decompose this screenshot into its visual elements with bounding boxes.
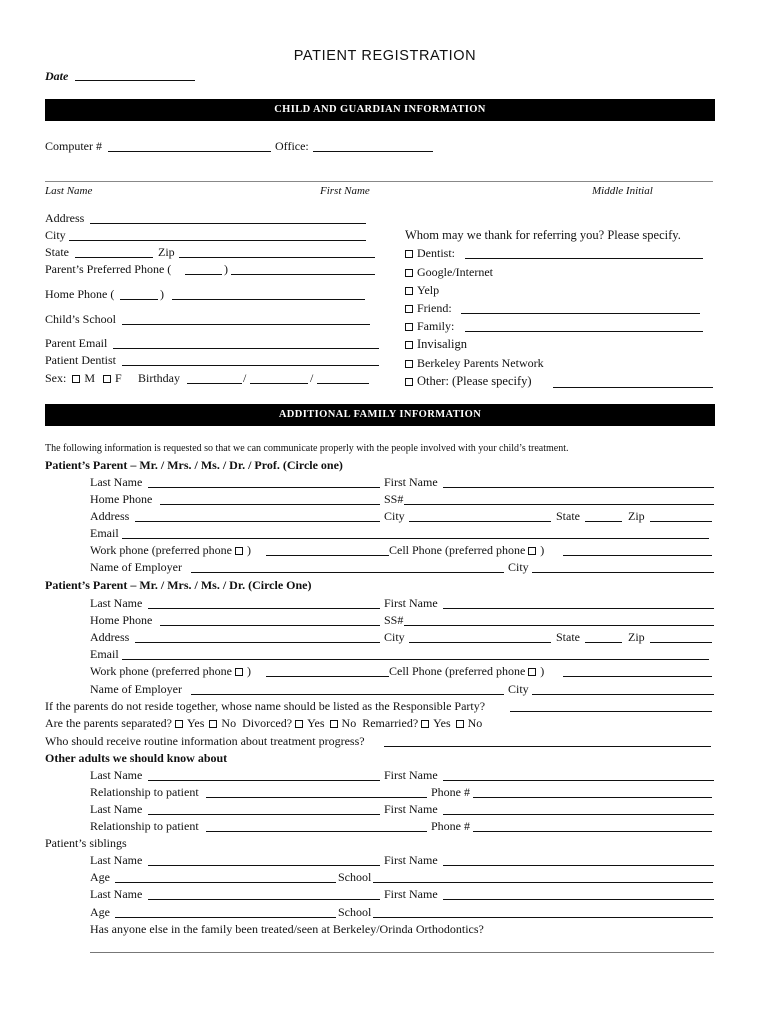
name-field-line[interactable] — [45, 181, 713, 182]
p1-home-phone-field[interactable] — [160, 504, 380, 505]
adult2-phone-field[interactable] — [473, 831, 712, 832]
referral-other — [405, 374, 532, 388]
checkbox[interactable] — [405, 287, 413, 295]
separated-no-checkbox[interactable] — [209, 720, 217, 728]
p2-home-phone-field[interactable] — [160, 625, 380, 626]
yes-label: Yes — [433, 716, 451, 730]
parent-phone-area-field[interactable] — [185, 274, 222, 275]
p1-employer-label: Name of Employer — [90, 560, 182, 574]
responsible-field[interactable] — [510, 711, 712, 712]
remarried-question: Remarried? — [362, 716, 419, 730]
parent-email-label: Parent Email — [45, 336, 108, 350]
divorced-question: Divorced? — [242, 716, 293, 730]
p1-address-field[interactable] — [135, 521, 380, 522]
p1-email-label: Email — [90, 526, 119, 540]
p2-employer-field[interactable] — [191, 694, 504, 695]
p1-first-name-label: First Name — [384, 475, 438, 489]
p1-state-label: State — [556, 509, 580, 523]
referral-yelp-label: Yelp — [417, 283, 440, 297]
adult1-first-name-label: First Name — [384, 768, 438, 782]
city-field[interactable] — [69, 240, 366, 241]
p1-city-field[interactable] — [409, 521, 551, 522]
p1-zip-label: Zip — [628, 509, 645, 523]
p2-state-field[interactable] — [585, 642, 622, 643]
sib2-school-label: School — [338, 905, 372, 919]
p1-work-phone-checkbox[interactable] — [235, 547, 243, 555]
p2-last-name-field[interactable] — [148, 608, 380, 609]
p1-work-phone-label — [90, 543, 251, 557]
address-field[interactable] — [90, 223, 366, 224]
referral-yelp — [405, 283, 439, 297]
birthday-month-field[interactable] — [187, 383, 242, 384]
sex-m-label: M — [84, 371, 96, 385]
paren-close: ) — [160, 287, 164, 301]
p2-city-field[interactable] — [409, 642, 551, 643]
adult2-first-name-label: First Name — [384, 802, 438, 816]
last-name-header: Last Name — [45, 185, 93, 197]
p2-home-phone-label: Home Phone — [90, 613, 153, 627]
sib2-first-name-field[interactable] — [443, 899, 714, 900]
address-label: Address — [45, 211, 85, 225]
birthday-label: Birthday — [138, 371, 180, 385]
p2-work-phone-checkbox[interactable] — [235, 668, 243, 676]
p2-state-label: State — [556, 630, 580, 644]
checkbox[interactable] — [405, 269, 413, 277]
school-field[interactable] — [122, 324, 370, 325]
zip-field[interactable] — [179, 257, 375, 258]
p1-city-label: City — [384, 509, 405, 523]
checkbox[interactable] — [405, 323, 413, 331]
adult1-phone-label: Phone # — [431, 785, 470, 799]
no-label: No — [341, 716, 357, 730]
separated-yes-checkbox[interactable] — [175, 720, 183, 728]
referral-friend-label: Friend: — [417, 301, 452, 315]
referral-dentist-label: Dentist: — [417, 246, 455, 260]
divorced-no-checkbox[interactable] — [330, 720, 338, 728]
referral-family-field[interactable] — [465, 331, 703, 332]
page-title: PATIENT REGISTRATION — [293, 48, 477, 64]
p2-work-phone-label — [90, 664, 251, 678]
adult1-phone-field[interactable] — [473, 797, 712, 798]
p1-address-label: Address — [90, 509, 130, 523]
paren-close: ) — [246, 664, 251, 678]
responsible-question: If the parents do not reside together, whose name should be listed as the Responsible Party? — [45, 699, 486, 713]
referral-dentist — [405, 246, 455, 260]
adult2-last-name-label: Last Name — [90, 802, 143, 816]
patient-dentist-label: Patient Dentist — [45, 353, 116, 367]
middle-initial-header: Middle Initial — [592, 185, 653, 197]
p1-employer-city-label: City — [508, 560, 529, 574]
p2-first-name-field[interactable] — [443, 608, 714, 609]
sib1-first-name-field[interactable] — [443, 865, 714, 866]
p1-cell-phone-text: Cell Phone (preferred phone — [389, 543, 526, 557]
p1-cell-phone-checkbox[interactable] — [528, 547, 536, 555]
date-label: Date — [45, 69, 69, 83]
p1-ss-field[interactable] — [404, 504, 714, 505]
p2-work-phone-field[interactable] — [266, 676, 389, 677]
zip-label: Zip — [158, 245, 175, 259]
p2-city-label: City — [384, 630, 405, 644]
section-additional-family: ADDITIONAL FAMILY INFORMATION — [45, 404, 715, 426]
paren-close: ) — [540, 543, 545, 557]
adult1-last-name-label: Last Name — [90, 768, 143, 782]
p2-cell-phone-field[interactable] — [563, 676, 712, 677]
p2-last-name-label: Last Name — [90, 596, 143, 610]
sib2-age-field[interactable] — [115, 917, 336, 918]
adult2-last-name-field[interactable] — [148, 814, 380, 815]
p1-last-name-label: Last Name — [90, 475, 143, 489]
p1-work-phone-text: Work phone (preferred phone — [90, 543, 232, 557]
sex-f-checkbox[interactable] — [103, 375, 111, 383]
yes-label: Yes — [186, 716, 205, 730]
p2-zip-label: Zip — [628, 630, 645, 644]
parent-phone-field[interactable] — [231, 274, 375, 275]
home-phone-label: Home Phone ( — [45, 287, 115, 301]
state-label: State — [45, 245, 69, 259]
no-label: No — [467, 716, 483, 730]
referral-other-label: Other: (Please specify) — [417, 374, 532, 388]
intro-text: The following information is requested so that we can communicate properly with the people involved with your child’s treatment. — [45, 443, 569, 454]
p2-employer-city-field[interactable] — [532, 694, 714, 695]
adult2-first-name-field[interactable] — [443, 814, 714, 815]
adult1-first-name-field[interactable] — [443, 780, 714, 781]
yes-label: Yes — [307, 716, 325, 730]
office-label: Office: — [275, 139, 309, 153]
p1-home-phone-label: Home Phone — [90, 492, 153, 506]
p2-cell-phone-text: Cell Phone (preferred phone — [389, 664, 526, 678]
referral-friend — [405, 301, 452, 315]
p1-work-phone-field[interactable] — [266, 555, 389, 556]
sib1-age-label: Age — [90, 870, 110, 884]
adult1-last-name-field[interactable] — [148, 780, 380, 781]
computer-label: Computer # — [45, 139, 102, 153]
birthday-year-field[interactable] — [317, 383, 369, 384]
adult1-relationship-field[interactable] — [206, 797, 427, 798]
sib2-school-field[interactable] — [373, 917, 713, 918]
p2-email-field[interactable] — [122, 659, 709, 660]
section-child-guardian: CHILD AND GUARDIAN INFORMATION — [45, 99, 715, 121]
p2-employer-label: Name of Employer — [90, 682, 182, 696]
no-label: No — [221, 716, 237, 730]
remarried-yes-checkbox[interactable] — [421, 720, 429, 728]
p2-address-label: Address — [90, 630, 130, 644]
office-field[interactable] — [313, 151, 433, 152]
adult1-relationship-label: Relationship to patient — [90, 785, 199, 799]
paren-close: ) — [540, 664, 545, 678]
paren-close: ) — [224, 262, 228, 276]
home-phone-field[interactable] — [172, 299, 365, 300]
referral-question: Whom may we thank for referring you? Please specify. — [405, 228, 681, 242]
checkbox[interactable] — [405, 250, 413, 258]
sib2-last-name-label: Last Name — [90, 887, 143, 901]
referral-invisalign — [405, 337, 467, 351]
first-name-header: First Name — [320, 185, 370, 197]
sex-label: Sex: — [45, 371, 67, 385]
birthday-slash: / — [310, 371, 314, 385]
parent2-heading: Patient’s Parent – Mr. / Mrs. / Ms. / Dr. (Circle One) — [45, 578, 312, 592]
referral-family-label: Family: — [417, 319, 455, 333]
p1-state-field[interactable] — [585, 521, 622, 522]
sex-f-label: F — [115, 371, 122, 385]
state-field[interactable] — [75, 257, 153, 258]
referral-other-field[interactable] — [553, 387, 713, 388]
p1-ss-label: SS# — [384, 492, 404, 506]
divorced-yes-checkbox[interactable] — [295, 720, 303, 728]
separated-row — [45, 716, 482, 730]
birthday-day-field[interactable] — [250, 383, 308, 384]
remarried-no-checkbox[interactable] — [456, 720, 464, 728]
referral-dentist-field[interactable] — [465, 258, 703, 259]
adult2-relationship-field[interactable] — [206, 831, 427, 832]
p2-ss-label: SS# — [384, 613, 404, 627]
home-phone-area-field[interactable] — [120, 299, 158, 300]
city-label: City — [45, 228, 66, 242]
patient-dentist-field[interactable] — [122, 365, 379, 366]
sib2-first-name-label: First Name — [384, 887, 438, 901]
separated-question: Are the parents separated? — [45, 716, 172, 730]
referral-friend-field[interactable] — [461, 313, 700, 314]
p2-email-label: Email — [90, 647, 119, 661]
date-field[interactable] — [75, 80, 195, 81]
other-adults-heading: Other adults we should know about — [45, 751, 228, 765]
p1-cell-phone-label — [389, 543, 544, 557]
birthday-slash: / — [243, 371, 247, 385]
p2-ss-field[interactable] — [404, 625, 714, 626]
routine-question: Who should receive routine information about treatment progress? — [45, 734, 365, 748]
sib1-school-label: School — [338, 870, 372, 884]
computer-field[interactable] — [108, 151, 271, 152]
checkbox[interactable] — [405, 305, 413, 313]
p2-cell-phone-checkbox[interactable] — [528, 668, 536, 676]
sib2-age-label: Age — [90, 905, 110, 919]
referral-bpn-label: Berkeley Parents Network — [417, 356, 544, 370]
sib1-first-name-label: First Name — [384, 853, 438, 867]
parent1-heading: Patient’s Parent – Mr. / Mrs. / Ms. / Dr. / Prof. (Circle one) — [45, 458, 343, 472]
p1-cell-phone-field[interactable] — [563, 555, 712, 556]
siblings-heading: Patient’s siblings — [45, 836, 127, 850]
p1-first-name-field[interactable] — [443, 487, 714, 488]
treated-question: Has anyone else in the family been treated/seen at Berkeley/Orinda Orthodontics? — [90, 922, 484, 936]
sex-row — [45, 371, 122, 385]
p2-employer-city-label: City — [508, 682, 529, 696]
referral-invisalign-label: Invisalign — [417, 337, 467, 351]
sib1-age-field[interactable] — [115, 882, 336, 883]
parent-email-field[interactable] — [113, 348, 379, 349]
p2-address-field[interactable] — [135, 642, 380, 643]
parent-phone-label: Parent’s Preferred Phone ( — [45, 262, 172, 276]
adult2-relationship-label: Relationship to patient — [90, 819, 199, 833]
p2-first-name-label: First Name — [384, 596, 438, 610]
treated-answer-field[interactable] — [90, 952, 714, 953]
referral-google-label: Google/Internet — [417, 265, 493, 279]
p1-employer-city-field[interactable] — [532, 572, 714, 573]
school-label: Child’s School — [45, 312, 117, 326]
p1-last-name-field[interactable] — [148, 487, 380, 488]
sex-m-checkbox[interactable] — [72, 375, 80, 383]
routine-field[interactable] — [384, 746, 711, 747]
sib2-last-name-field[interactable] — [148, 899, 380, 900]
p2-work-phone-text: Work phone (preferred phone — [90, 664, 232, 678]
adult2-phone-label: Phone # — [431, 819, 470, 833]
referral-google — [405, 265, 493, 279]
checkbox[interactable] — [405, 378, 413, 386]
p2-zip-field[interactable] — [650, 642, 712, 643]
p1-zip-field[interactable] — [650, 521, 712, 522]
p1-employer-field[interactable] — [191, 572, 504, 573]
checkbox[interactable] — [405, 360, 413, 368]
checkbox[interactable] — [405, 341, 413, 349]
sib1-last-name-label: Last Name — [90, 853, 143, 867]
p1-email-field[interactable] — [122, 538, 709, 539]
paren-close: ) — [246, 543, 251, 557]
sib1-school-field[interactable] — [373, 882, 713, 883]
referral-family — [405, 319, 454, 333]
p2-cell-phone-label — [389, 664, 544, 678]
referral-bpn — [405, 356, 544, 370]
sib1-last-name-field[interactable] — [148, 865, 380, 866]
